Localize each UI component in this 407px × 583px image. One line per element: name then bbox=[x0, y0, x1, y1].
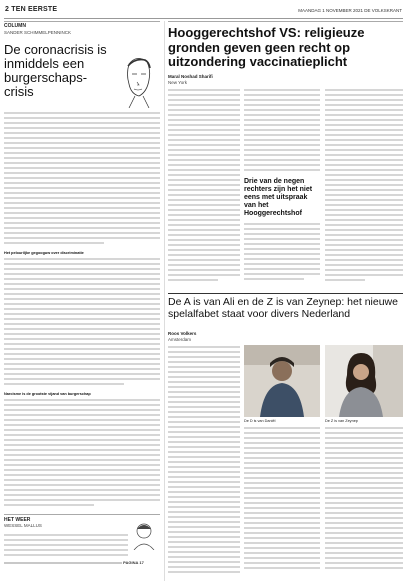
column-rule bbox=[4, 21, 160, 22]
column-divider bbox=[164, 21, 165, 581]
article1-col3-lines bbox=[325, 88, 403, 292]
article1-author: Maral Noshad Sharifi bbox=[168, 74, 213, 79]
column-body-lines-1 bbox=[4, 111, 160, 253]
weather-rule bbox=[4, 514, 160, 515]
column-subhead-1: Het pelouriljke gegooguw over discriminatie bbox=[4, 251, 84, 255]
caption-daniel: De D is van Daniël bbox=[244, 419, 276, 423]
article1-place: New York bbox=[168, 80, 188, 85]
article1-col1-lines bbox=[168, 88, 240, 292]
page-header bbox=[4, 4, 403, 19]
column-body-lines-3 bbox=[4, 398, 160, 514]
photo-zeynep bbox=[325, 345, 403, 417]
caption-zeynep: De Z is van Zeynep bbox=[325, 419, 358, 423]
article2-col2-lines bbox=[244, 426, 320, 580]
weather-label: HET WEER bbox=[4, 517, 31, 523]
article1-col2-lines-top bbox=[244, 88, 320, 192]
page-date: MAANDAG 1 NOVEMBER 2021 DE VOLKSKRANT bbox=[298, 8, 402, 13]
column-label: COLUMN bbox=[4, 23, 26, 29]
column-body-lines-2 bbox=[4, 257, 160, 393]
article2-author: Roos Volkers bbox=[168, 331, 197, 336]
article2-place: Amsterdam bbox=[168, 337, 192, 342]
article1-rule bbox=[168, 21, 403, 22]
article1-title: Hooggerechtshof VS: religieuze gronden geven geen recht op uitzondering vaccinatieplicht bbox=[168, 25, 365, 70]
column-subhead-2: Narcisme is de grootste vijand van burgerschap bbox=[4, 392, 91, 396]
article1-pullquote: Drie van de negen rechters zijn het niet eens met uitspraak van het Hooggerechtshof bbox=[244, 178, 313, 217]
article2-rule bbox=[168, 293, 403, 294]
column-author: SANDER SCHIMMELPENNINCK bbox=[4, 30, 72, 35]
weather-author: WESSEL MALLUS bbox=[4, 523, 42, 528]
article2-title: De A is van Ali en de Z is van Zeynep: het nieuwe spelalfabet staat voor divers Nederland bbox=[168, 296, 398, 320]
photo-daniel bbox=[244, 345, 320, 417]
author-portrait bbox=[115, 52, 159, 108]
weather-footer bbox=[4, 560, 164, 565]
page-section: 2 TEN EERSTE bbox=[5, 6, 58, 13]
article1-col2-lines-bottom bbox=[244, 222, 320, 292]
weather-portrait bbox=[130, 520, 158, 550]
article2-col1-lines bbox=[168, 345, 240, 581]
article2-col3-lines bbox=[325, 426, 403, 580]
column-title: De coronacrisis is inmiddels een burgerschaps-crisis bbox=[4, 42, 107, 99]
footer-page-link[interactable]: PAGINA 17 bbox=[123, 560, 144, 565]
